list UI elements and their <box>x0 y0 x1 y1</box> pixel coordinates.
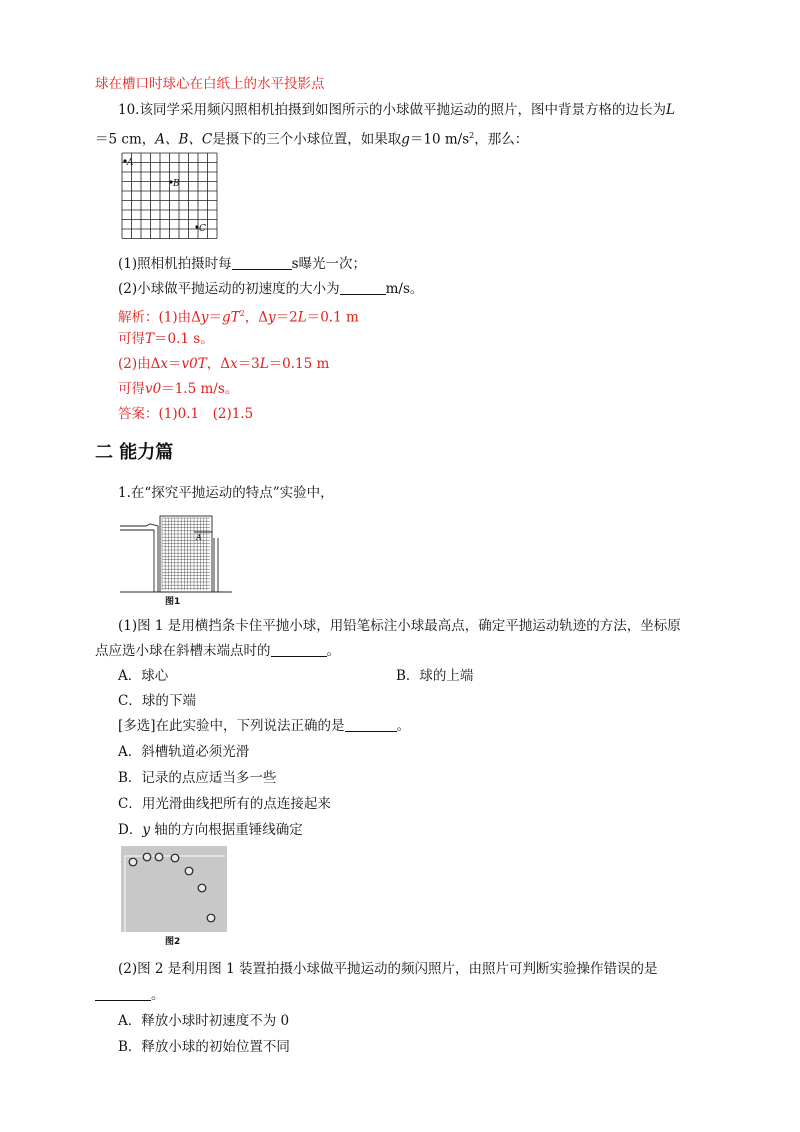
q10-sub1-a: (1)照相机拍摄时每 <box>118 256 232 272</box>
q10-blank1[interactable] <box>232 255 292 270</box>
sol1-gT: gT <box>222 309 240 326</box>
q1-p2-option-b[interactable]: B．释放小球的初始位置不同 <box>118 1039 290 1055</box>
ball-image <box>185 867 193 875</box>
ball-image <box>129 858 137 866</box>
q10-sub1-b: s曝光一次； <box>291 256 367 272</box>
p1-line2-text: 点应选小球在斜槽末端点时的 <box>95 643 271 659</box>
m-d-a: D． <box>118 822 143 838</box>
sol2-a: 可得 <box>118 331 145 347</box>
q1-p1-line1: (1)图 1 是用横挡条卡住平抛小球，用铅笔标注小球最高点，确定平抛运动轨迹的方法，坐标原 <box>118 618 681 634</box>
m-d-b: 轴的方向根据重锤线确定 <box>149 822 303 838</box>
q10-sub2-b: m/s。 <box>385 281 424 297</box>
multi-text: [多选]在此实验中，下列说法正确的是 <box>118 718 345 734</box>
q10-line1 <box>118 101 675 119</box>
ramp <box>120 524 158 592</box>
q10-line2-a: ＝5 cm， <box>95 131 156 148</box>
q10-blank2[interactable] <box>340 280 386 295</box>
p2-line2-end: 。 <box>151 987 165 1003</box>
q10-line2 <box>95 127 528 149</box>
sol3-e: ＝0.15 m <box>268 356 330 372</box>
q1-multi-b[interactable]: B．记录的点应适当多一些 <box>118 770 277 786</box>
q10-sub1 <box>118 255 366 273</box>
q10-g: g <box>401 131 410 148</box>
sol4-b: ＝1.5 m/s。 <box>161 381 239 397</box>
board-grid <box>162 518 210 590</box>
q10-sol3 <box>118 355 329 373</box>
q1-p2-line1: (2)图 2 是利用图 1 装置拍摄小球做平抛运动的频闪照片，由照片可判断实验操作错误的是 <box>118 961 658 977</box>
q10-line2-c: ＝10 m/s <box>409 131 470 148</box>
ball-image <box>171 854 179 862</box>
sol1-e: ＝0.1 m <box>306 309 359 326</box>
sol1-sup: 2 <box>239 309 245 318</box>
q1-intro: 1.在“探究平抛运动的特点”实验中， <box>118 485 334 501</box>
sol3-b: ＝ <box>168 356 182 372</box>
grid-point-label: C <box>199 224 206 234</box>
ball-image <box>143 853 151 861</box>
sol2-b: ＝0.1 s。 <box>154 331 214 347</box>
q1-p2-option-a[interactable]: A．释放小球时初速度不为 0 <box>118 1013 290 1029</box>
q10-points: A、B、C <box>155 131 213 148</box>
ball-image <box>207 914 215 922</box>
multi-end: 。 <box>396 718 411 734</box>
section-heading: 二 能力篇 <box>95 442 174 463</box>
q1-apparatus-figure <box>120 510 232 596</box>
sol3-a: (2)由Δ <box>118 356 161 372</box>
q10-sol1 <box>118 305 359 327</box>
sol1-L: L <box>297 309 307 326</box>
m-d-y: y <box>142 822 150 838</box>
sol1-a: 解析：(1)由Δ <box>118 309 201 326</box>
q1-blank2[interactable] <box>345 717 397 732</box>
sol3-v0T: v0T <box>181 356 207 372</box>
q1-blank1[interactable] <box>271 642 327 657</box>
carryover-answer: 球在槽口时球心在白纸上的水平投影点 <box>95 76 325 92</box>
ball-image <box>198 884 206 892</box>
sol1-y1: y <box>200 309 209 326</box>
q1-p2-line2 <box>95 986 165 1004</box>
q10-sol2 <box>118 330 214 348</box>
q10-var-L: L <box>665 102 675 118</box>
q1-multi-c[interactable]: C．用光滑曲线把所有的点连接起来 <box>118 796 331 812</box>
q10-sol4 <box>118 380 238 398</box>
q1-multi-a[interactable]: A．斜槽轨道必须光滑 <box>118 744 250 760</box>
q10-sup: 2 <box>469 131 475 140</box>
q1-option-b[interactable]: B．球的上端 <box>396 668 474 684</box>
sol4-v0: v0 <box>145 381 162 397</box>
q10-sub2 <box>118 280 423 298</box>
ball-image <box>155 853 163 861</box>
q1-p1-line2 <box>95 642 340 660</box>
sol4-a: 可得 <box>118 381 145 397</box>
q10-answer: 答案：(1)0.1 (2)1.5 <box>118 406 254 422</box>
q1-multi-d[interactable] <box>118 821 303 839</box>
q1-photo-figure <box>121 846 227 932</box>
q1-option-c[interactable]: C．球的下端 <box>118 693 196 709</box>
sol3-x1: x <box>160 356 168 372</box>
q10-grid-figure <box>122 153 222 239</box>
sol2-T: T <box>145 331 155 347</box>
q10-sub2-a: (2)小球做平抛运动的初速度的大小为 <box>118 281 340 297</box>
fig1-caption: 图1 <box>165 597 181 607</box>
p1-line2-end: 。 <box>326 643 340 659</box>
sol3-c: ，Δ <box>206 356 230 372</box>
sol1-c: ，Δ <box>244 309 269 326</box>
grid-point-label: B <box>173 179 180 189</box>
grid-point-label: A <box>127 158 134 168</box>
q10-line2-d: ，那么： <box>474 131 529 148</box>
fig2-caption: 图2 <box>165 937 181 947</box>
q10-line2-b: 是摄下的三个小球位置，如果取 <box>212 131 402 148</box>
q1-option-a[interactable]: A．球心 <box>118 668 169 684</box>
q10-line1-text: 10.该同学采用频闪照相机拍摄到如图所示的小球做平抛运动的照片，图中背景方格的边长为 <box>118 102 666 118</box>
sol3-d: ＝3 <box>237 356 260 372</box>
sol3-L: L <box>259 356 269 372</box>
apparatus-label: A <box>196 533 202 542</box>
q1-blank3[interactable] <box>95 986 151 1001</box>
sol1-d: ＝2 <box>275 309 298 326</box>
sol3-x2: x <box>229 356 238 372</box>
sol1-y2: y <box>268 309 276 326</box>
sol1-b: ＝ <box>208 309 223 326</box>
q1-multi <box>118 717 410 735</box>
